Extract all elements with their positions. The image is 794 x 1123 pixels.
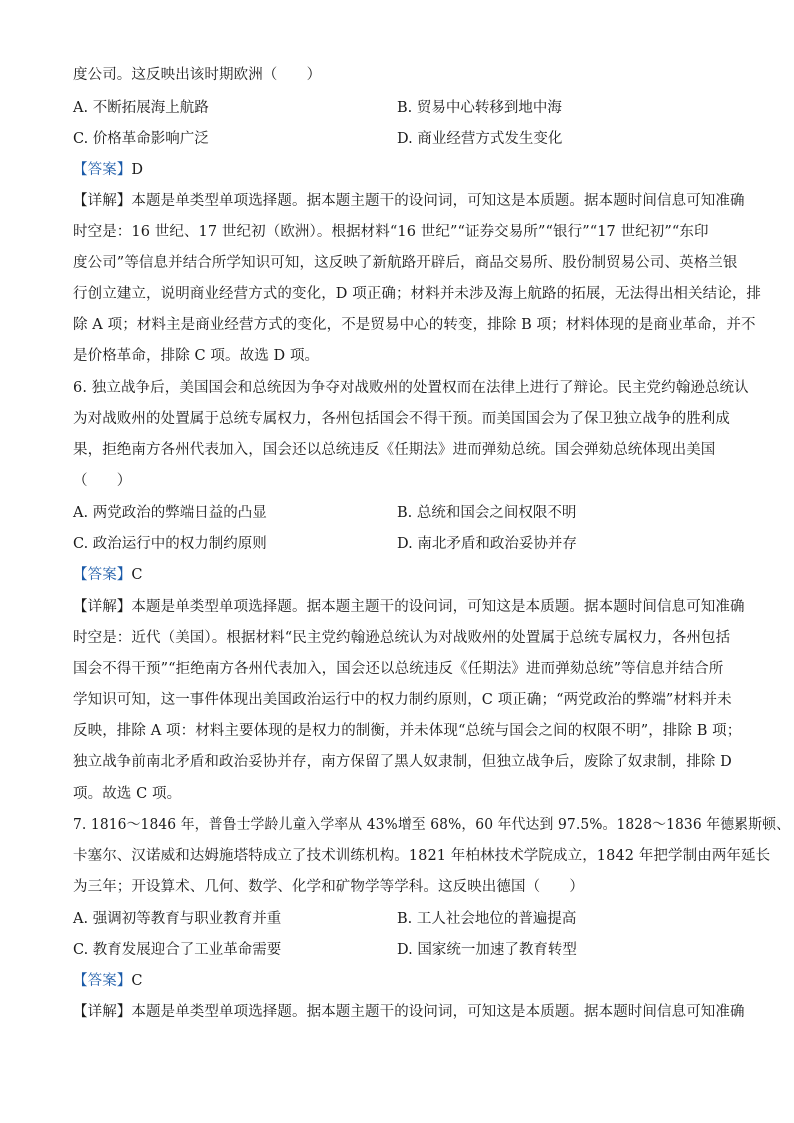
answer-tag: 【答案】 xyxy=(73,973,132,989)
q6-stem-line: 6. 独立战争后，美国国会和总统因为争夺对战败州的处置权而在法律上进行了辩论。民主党约翰逊总统认 xyxy=(73,380,749,396)
answer-value: C xyxy=(131,973,143,989)
q5-detail-line: 行创立建立，说明商业经营方式的变化，D 项正确；材料并未涉及海上航路的拓展，无法得出相关结论，排 xyxy=(73,286,762,302)
q5-stem-end: 度公司。这反映出该时期欧洲（ ） xyxy=(73,67,322,83)
detail-tag: 【详解】 xyxy=(73,193,132,209)
q6-detail-line: 反映，排除 A 项：材料主要体现的是权力的制衡，并未体现“总统与国会之间的权限不明”，排除 B 项； xyxy=(73,723,742,739)
answer-tag: 【答案】 xyxy=(73,567,132,583)
detail-text: 本题是单类型单项选择题。据本题主题干的设问词，可知这是本质题。据本题时间信息可知准确 xyxy=(131,1004,745,1020)
q7-option-b: B. 工人社会地位的普遍提高 xyxy=(397,911,577,927)
q6-detail-line: 时空是：近代（美国）。根据材料“民主党约翰逊总统认为对战败州的处置属于总统专属权力，各州包括 xyxy=(73,630,731,646)
q5-answer xyxy=(73,160,143,180)
q7-stem-line: 卡塞尔、汉诺威和达姆施塔特成立了技术训练机构。1821 年柏林技术学院成立，1842 年把学制由两年延长 xyxy=(73,848,771,864)
q7-option-c: C. 教育发展迎合了工业革命需要 xyxy=(73,942,282,958)
answer-value: C xyxy=(131,567,143,583)
q6-option-d: D. 南北矛盾和政治妥协并存 xyxy=(397,536,577,552)
q7-stem-line: 为三年；开设算术、几何、数学、化学和矿物学等学科。这反映出德国（ ） xyxy=(73,879,584,895)
q6-stem-line: 果，拒绝南方各州代表加入，国会还以总统违反《任期法》进而弹劾总统。国会弹劾总统体现出美国 xyxy=(73,442,716,458)
q5-option-b: B. 贸易中心转移到地中海 xyxy=(397,100,562,116)
detail-tag: 【详解】 xyxy=(73,1004,132,1020)
detail-text: 本题是单类型单项选择题。据本题主题干的设问词，可知这是本质题。据本题时间信息可知准确 xyxy=(131,599,745,615)
q7-option-a: A. 强调初等教育与职业教育并重 xyxy=(73,911,282,927)
q7-stem-line: 7. 1816～1846 年，普鲁士学龄儿童入学率从 43%增至 68%，60 年代达到 97.5%。1828～1836 年德累斯顿、 xyxy=(73,817,791,833)
q6-option-b: B. 总统和国会之间权限不明 xyxy=(397,505,577,521)
q5-option-d: D. 商业经营方式发生变化 xyxy=(397,131,563,147)
answer-value: D xyxy=(131,162,144,178)
q6-detail-line: 项。故选 C 项。 xyxy=(73,786,182,802)
q6-detail-line: 学知识可知，这一事件体现出美国政治运行中的权力制约原则，C 项正确；“两党政治的弊端”材料并未 xyxy=(73,692,732,708)
q5-option-c: C. 价格革命影响广泛 xyxy=(73,131,209,147)
q6-detail-line: 独立战争前南北矛盾和政治妥协并存，南方保留了黑人奴隶制，但独立战争后，废除了奴隶制，排除 D xyxy=(73,754,732,770)
q6-option-a: A. 两党政治的弊端日益的凸显 xyxy=(73,505,267,521)
q7-option-d: D. 国家统一加速了教育转型 xyxy=(397,942,577,958)
q5-detail-line: 是价格革命，排除 C 项。故选 D 项。 xyxy=(73,348,320,364)
answer-tag: 【答案】 xyxy=(73,162,132,178)
q6-detail-line xyxy=(73,597,745,617)
q5-detail-line: 度公司”等信息并结合所学知识可知，这反映了新航路开辟后，商品交易所、股份制贸易公司、英格兰银 xyxy=(73,255,738,271)
detail-tag: 【详解】 xyxy=(73,599,132,615)
q5-detail-line: 时空是：16 世纪、17 世纪初（欧洲）。根据材料“16 世纪”“证券交易所”“银行”“17 世纪初”“东印 xyxy=(73,224,709,240)
q5-option-a: A. 不断拓展海上航路 xyxy=(73,100,209,116)
q6-answer xyxy=(73,565,143,585)
q7-answer xyxy=(73,971,143,991)
q6-option-c: C. 政治运行中的权力制约原则 xyxy=(73,536,267,552)
q6-stem-line: （ ） xyxy=(73,473,132,489)
q6-detail-line: 国会不得干预”“拒绝南方各州代表加入，国会还以总统违反《任期法》进而弹劾总统”等信息并结合所 xyxy=(73,661,724,677)
q7-detail-line xyxy=(73,1002,745,1022)
q5-detail-line xyxy=(73,191,745,211)
detail-text: 本题是单类型单项选择题。据本题主题干的设问词，可知这是本质题。据本题时间信息可知准确 xyxy=(131,193,745,209)
q6-stem-line: 为对战败州的处置属于总统专属权力，各州包括国会不得干预。而美国国会为了保卫独立战争的胜利成 xyxy=(73,411,730,427)
q5-detail-line: 除 A 项；材料主是商业经营方式的变化，不是贸易中心的转变，排除 B 项；材料体现的是商业革命，并不 xyxy=(73,317,756,333)
